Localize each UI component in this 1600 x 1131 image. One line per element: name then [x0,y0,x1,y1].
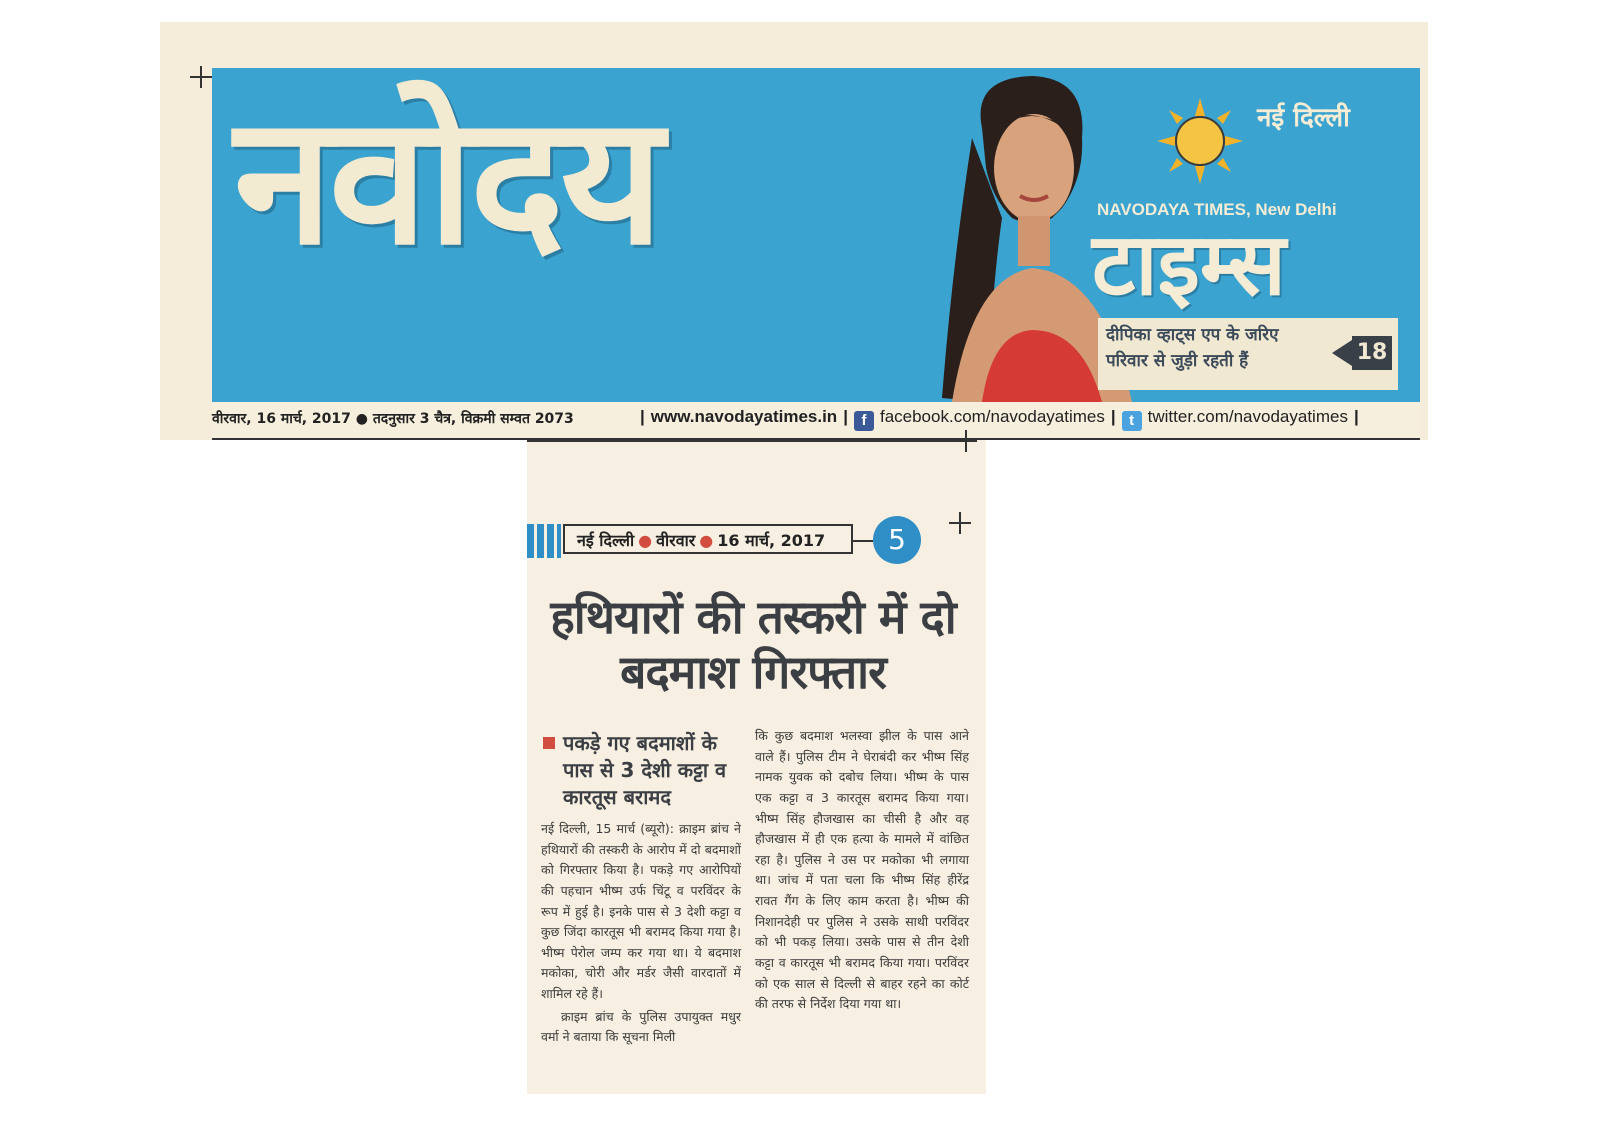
article-clipping [527,440,986,1094]
article-paragraph: कि कुछ बदमाश भलस्वा झील के पास आने वाले हैं। पुलिस टीम ने घेराबंदी कर भीष्म सिंह नामक युवक को दबोच लिया। भीष्म के पास एक कट्टा व 3 कारतूस बरामद किया गया। भीष्म सिंह हौजखास का चीसी है और वह हौजखास में ही एक हत्या के मामले में वांछित रहा है। पुलिस ने उस पर मकोका भी लगाया था। जांच में पता चला कि भीष्म सिंह हीरेंद्र रावत गैंग के लिए काम करता है। भीष्म की निशानदेही पर पुलिस ने उसके साथी परविंदर को भी पकड़ लिया। उसके पास से तीन देशी कट्टा व कारतूस भी बरामद किया गया। परविंदर को एक साल से दिल्ली से बाहर रहने का कोर्ट की तरफ से निर्देश दिया गया था। [755,728,969,1012]
twitter-icon: t [1122,411,1142,431]
twitter-link[interactable]: twitter.com/navodayatimes [1147,407,1348,426]
web-links: | www.navodayatimes.in | f facebook.com/navodayatimes | t twitter.com/navodayatimes | [640,407,1359,429]
teaser-page-number: 18 [1352,336,1392,370]
article-subhead [541,730,741,811]
dateline-day: वीरवार [656,531,696,550]
masthead-title: नवोदय [234,77,660,284]
page-badge-connector [853,540,873,542]
brand-times-wordmark: टाइम्स [1092,215,1286,315]
dateline-city: नई दिल्ली [577,531,635,550]
page-number-badge: 5 [873,516,921,564]
article-top-rule [527,440,967,442]
date-line: वीरवार, 16 मार्च, 2017 ● तदनुसार 3 चैत्र, विक्रमी सम्वत 2073 [212,411,574,427]
facebook-link[interactable]: facebook.com/navodayatimes [879,407,1105,426]
website-link[interactable]: www.navodayatimes.in [650,407,838,426]
masthead-band [212,68,1420,402]
teaser-box[interactable] [1098,318,1398,390]
teaser-text: दीपिका व्हाट्स एप के जरिए परिवार से जुड़ी रहती हैं [1106,325,1279,372]
sun-icon [1157,98,1243,184]
brand-english-name: NAVODAYA TIMES, New Delhi [1097,200,1337,219]
subhead-text: पकड़े गए बदमाशों के पास से 3 देशी कट्टा व कारतूस बरामद [563,731,727,809]
article-column-left [541,730,741,1048]
article-paragraph: क्राइम ब्रांच के पुलिस उपायुक्त मधुर वर्मा ने बताया कि सूचना मिली [541,1008,741,1045]
masthead-info-strip [212,402,1420,440]
subhead-bullet-icon [543,737,555,749]
teaser-arrow-icon [1332,340,1352,366]
article-column-right [755,726,969,1015]
article-paragraph: नई दिल्ली, 15 मार्च (ब्यूरो): क्राइम ब्रांच ने हथियारों की तस्करी के आरोप में दो बदमाशों को गिरफ्तार किया है। पकड़े गए आरोपियों की पहचान भीष्म उर्फ चिंटू व परविंदर के रूप में हुई है। इनके पास से 3 देशी कट्टा व कुछ जिंदा कारतूस भी बरामद किया गया है। भीष्म पेरोल जम्प कर गया था। ये बदमाश मकोका, चोरी और मर्डर जैसी वारदातों में शामिल रहे हैं। [541,821,741,1001]
dateline-date: 16 मार्च, 2017 [717,531,826,550]
registration-mark [955,430,977,452]
registration-mark [949,512,971,534]
article-headline: हथियारों की तस्करी में दो बदमाश गिरफ्तार [550,590,956,700]
dateline-bars [527,524,561,558]
page-dateline: नई दिल्ली ● वीरवार ● 16 मार्च, 2017 [563,524,853,554]
registration-mark [190,66,212,88]
city-label: नई दिल्ली [1257,103,1350,133]
masthead-clipping [160,22,1428,440]
facebook-icon: f [854,411,874,431]
